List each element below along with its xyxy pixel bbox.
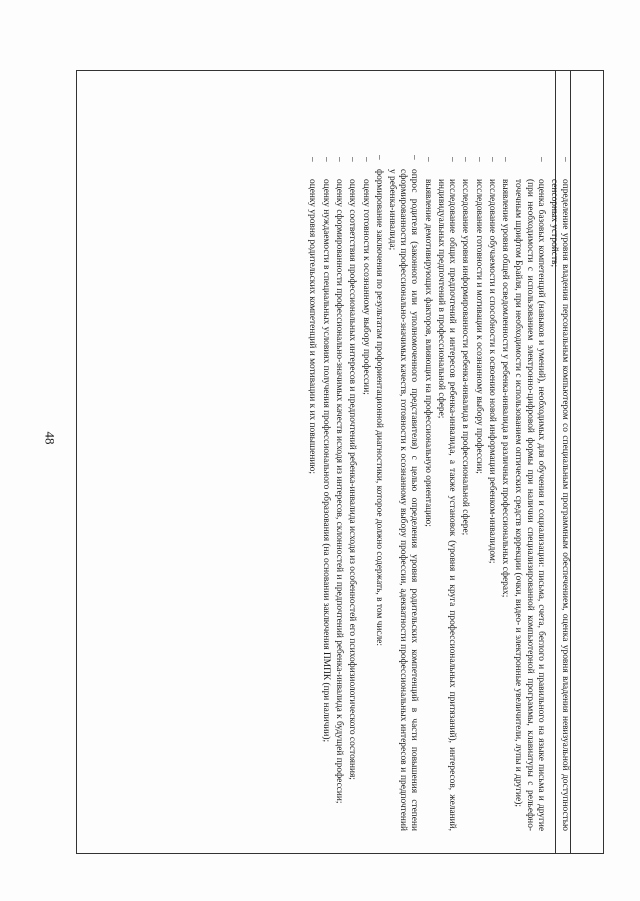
list-item-text: оценку готовности к осознанному выбору профессии;	[360, 179, 371, 395]
list-item-text: исследование уровня информированности ребенка-инвалида в профессиональной сфере;	[460, 179, 471, 536]
list-item	[459, 155, 470, 831]
list-item-text: оценку уровня родительских компетенций и мотивации к их повышению;	[307, 179, 318, 474]
bullet-dash: –	[535, 157, 546, 162]
bullet-dash: –	[460, 157, 471, 162]
bullet-dash: –	[409, 155, 420, 160]
list-item-text: оценка базовых компетенций (навыков и умений), необходимых для обучения и социализации: письма, счета, беглого и правильного на языке письма и другие (при необходимости с использованием электронно-цифровой формы при наличии специализированной компьютерной программы, клавиатуры с рельефно-точечным шрифтом Брайля, при необходимости с использованием оптических средств коррекции (очки, видео- и электронные увеличители, лупы и другие);	[513, 179, 546, 831]
list-item-text: определение уровня владения персональным компьютером со специальным программным обеспечением, оценка уровня владения невизуальной доступностью сенсорных устройств;	[548, 179, 570, 831]
bullet-dash: –	[360, 157, 371, 162]
bullet-dash: –	[307, 157, 318, 162]
bullet-dash: –	[500, 157, 511, 162]
list-item	[386, 155, 419, 831]
list-item	[473, 155, 484, 831]
list-item	[548, 155, 570, 831]
list-item-text: формирование заключения по результатам профориентационной диагностики, которое должно содержать, в том числе:	[373, 169, 384, 646]
list-item	[346, 155, 357, 831]
page-number: 48	[42, 431, 57, 445]
bullet-dash: –	[320, 157, 331, 162]
list-item-text: оценку сформированности профессионально-значимых качеств исходя из интересов, склонностей и предпочтений ребенка-инвалида к будущей профессии;	[334, 179, 345, 804]
bullet-dash: –	[373, 155, 384, 160]
table-column-divider	[570, 71, 571, 853]
bullet-dash: –	[347, 157, 358, 162]
list-item-text: выявление демотивирующих факторов, влияющих на профессиональную ориентацию;	[422, 179, 433, 527]
bullet-dash: –	[334, 157, 345, 162]
list-item	[360, 155, 371, 831]
list-item-text: исследование общих предпочтений и интересов ребенка-инвалида, а также установок (уровня и круга профессиональных притязаний), интересов, желаний, индивидуальных предпочтений в профессиональной сфере;	[435, 179, 458, 831]
list-item	[499, 155, 510, 831]
list-item	[435, 155, 457, 831]
list-item-text: оценку нуждаемости в специальных условиях получения профессионального образования (на основании заключения ПМПК (при наличии);	[320, 179, 331, 743]
rotated-content	[78, 155, 570, 831]
bullet-dash: –	[473, 157, 484, 162]
list-item-text: исследование обучаемости и способности к освоению новой информации ребенком-инвалидом;	[486, 179, 497, 564]
list-item-text: выявление уровня общей осведомленности у ребенка-инвалида в различных профессиональных сферах;	[500, 179, 511, 598]
list-item	[422, 155, 433, 831]
list-item	[320, 155, 331, 831]
list-item	[333, 155, 344, 831]
bullet-dash: –	[560, 157, 570, 162]
list-item	[306, 155, 317, 831]
list-item	[486, 155, 497, 831]
list-item	[512, 155, 545, 831]
list-item-text: исследование готовности и мотивации к осознанному выбору профессии;	[473, 179, 484, 474]
bullet-dash: –	[486, 157, 497, 162]
bullet-dash: –	[447, 157, 458, 162]
list-item-text: оценку соответствия профессиональных интересов и предпочтений ребенка-инвалида исходя из особенностей его психофизиологического состояния;	[347, 179, 358, 780]
list-item-text: опрос родителя (законного или уполномоченного представителя) с целью определения уровня родительских компетенций в части повышения степени сформированности профессионально-значимых качеств, готовности к осознанному выбору профессии, адекватности профессиональных интересов и предпочтений у ребенка-инвалида;	[387, 169, 420, 831]
bullet-dash: –	[422, 157, 433, 162]
list-item	[373, 155, 384, 831]
